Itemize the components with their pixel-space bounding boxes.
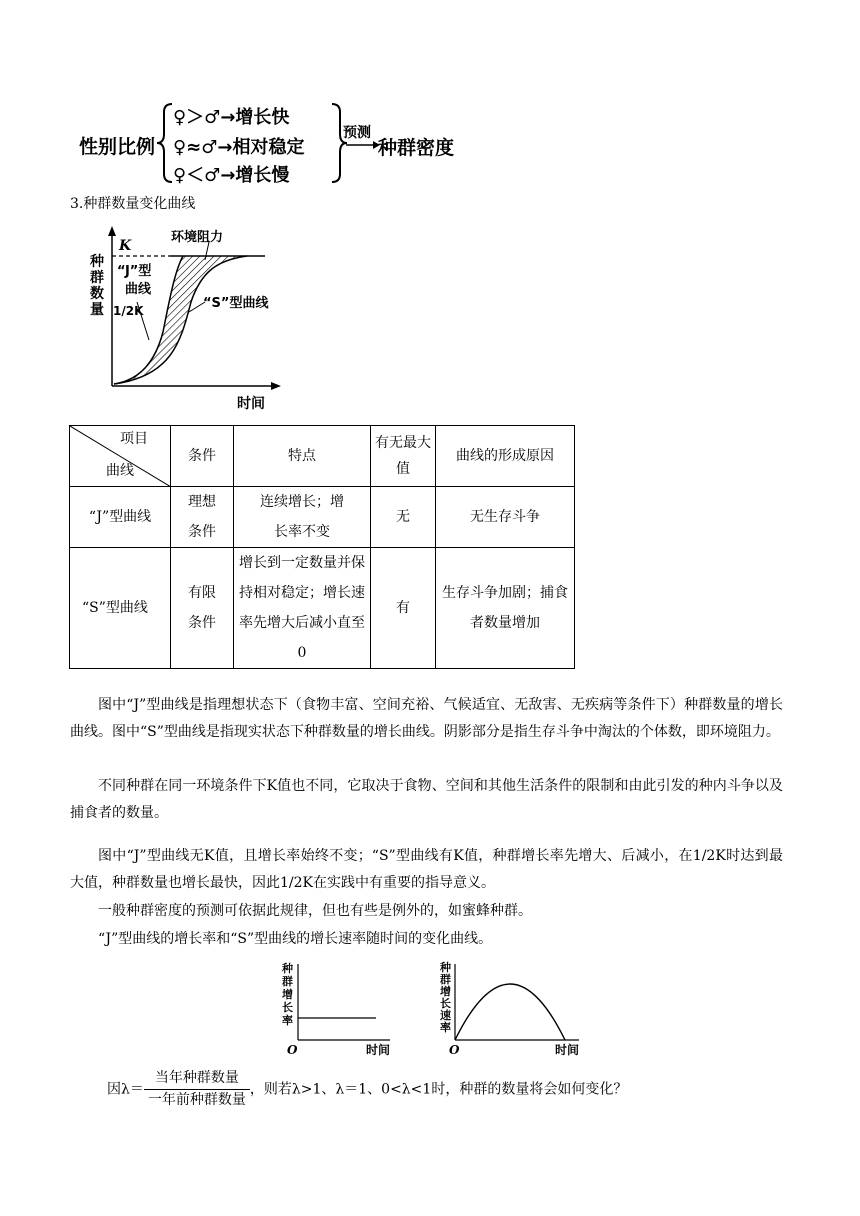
predict-label: 预测 — [343, 125, 371, 141]
row-feature: 连续增长；增长率不变 — [234, 487, 371, 548]
j-curve-label-2: 曲线 — [125, 282, 152, 297]
growth-rate-ylabel: 种群增长率 — [282, 962, 293, 1027]
row-max: 无 — [371, 487, 436, 548]
y-axis-label: 种群数量 — [90, 254, 104, 318]
row-condition: 理想条件 — [171, 487, 234, 548]
row-max: 有 — [371, 548, 436, 669]
lambda-fraction — [144, 1068, 250, 1111]
growth-speed-ylabel: 种群增长速率 — [440, 961, 451, 1034]
row-feature: 增长到一定数量并保持相对稳定；增长速率先增大后减小直至0 — [234, 548, 371, 669]
fraction-numerator: 当年种群数量 — [144, 1068, 250, 1090]
sex-ratio-label: 性别比例 — [79, 136, 156, 158]
j-curve-label-1: “J”型 — [117, 264, 152, 279]
arrow-icon: → — [220, 107, 236, 128]
header-feature: 特点 — [234, 426, 371, 487]
origin-label: O — [449, 1043, 460, 1057]
sex-symbol: ♀＜♂ — [173, 165, 221, 186]
table-row — [70, 548, 575, 669]
row-reason: 无生存斗争 — [436, 487, 575, 548]
arrow-icon: → — [220, 165, 236, 186]
curve-comparison-table — [69, 425, 575, 669]
x-axis-arrow-icon — [271, 382, 281, 390]
fraction-denominator: 一年前种群数量 — [147, 1092, 246, 1108]
header-max: 有无最大值 — [371, 426, 436, 487]
sex-symbol: ♀≈♂ — [173, 137, 218, 158]
row-curve: “S”型曲线 — [70, 548, 171, 669]
paragraph: “J”型曲线的增长率和“S”型曲线的增长速率随时间的变化曲线。 — [98, 931, 493, 947]
x-axis-label: 时间 — [555, 1043, 580, 1057]
paragraph: 图中“J”型曲线是指理想状态下（食物丰富、空间充裕、气候适宜、无敌害、无疾病等条件下）种群数量的增长曲线。图中“S”型曲线是指现实状态下种群数量的增长曲线。阴影部分是指生存斗争中淘汰的个体数，即环境阻力。 — [70, 697, 783, 740]
row-condition: 有限条件 — [171, 548, 234, 669]
arrow-icon: → — [217, 137, 233, 158]
sex-result: 增长快 — [235, 107, 290, 128]
x-axis-label: 时间 — [237, 396, 265, 412]
growth-rate-chart — [278, 960, 398, 1060]
paragraph: 一般种群密度的预测可依据此规律，但也有些是例外的，如蜜蜂种群。 — [98, 903, 532, 919]
header-condition: 条件 — [171, 426, 234, 487]
header-item: 项目 — [120, 431, 148, 447]
question-prefix: 因λ＝ — [107, 1081, 144, 1098]
sex-symbol: ♀＞♂ — [173, 107, 221, 128]
header-curve: 曲线 — [106, 463, 134, 479]
growth-speed-chart — [437, 960, 587, 1060]
target-label: 种群密度 — [378, 137, 455, 159]
sex-result: 增长慢 — [235, 165, 290, 186]
resistance-label: 环境阻力 — [171, 230, 224, 245]
header-reason: 曲线的形成原因 — [436, 426, 575, 487]
predict-arrow-icon — [346, 140, 380, 150]
row-curve: “J”型曲线 — [70, 487, 171, 548]
row-reason: 生存斗争加剧；捕食者数量增加 — [436, 548, 575, 669]
sex-ratio-row-2 — [173, 133, 305, 159]
paragraph: 图中“J”型曲线无K值，且增长率始终不变；“S”型曲线有K值，种群增长率先增大、后减小，在1/2K时达到最大值，种群数量也增长最快，因此1/2K在实践中有重要的指导意义。 — [70, 848, 783, 891]
lambda-question — [107, 1068, 627, 1111]
table-header-row — [70, 426, 575, 487]
s-curve-label: “S”型曲线 — [203, 296, 269, 311]
growth-curve-chart — [85, 222, 295, 412]
k-label: K — [119, 238, 132, 254]
paragraph: 不同种群在同一环境条件下K值也不同，它取决于食物、空间和其他生活条件的限制和由此引发的种内斗争以及捕食者的数量。 — [70, 778, 783, 821]
table-corner-cell — [70, 426, 171, 487]
question-suffix: ，则若λ>1、λ＝1、0<λ<1时，种群的数量将会如何变化？ — [249, 1081, 628, 1098]
sex-ratio-row-1 — [173, 103, 289, 129]
growth-speed-curve — [455, 984, 565, 1040]
sex-ratio-row-3 — [173, 161, 289, 187]
section-title: 3.种群数量变化曲线 — [70, 196, 196, 212]
y-axis-arrow-icon — [108, 226, 116, 236]
half-k-label: 1/2K — [113, 304, 144, 318]
table-row — [70, 487, 575, 548]
x-axis-label: 时间 — [366, 1043, 391, 1057]
sex-result: 相对稳定 — [232, 137, 305, 158]
origin-label: O — [287, 1043, 298, 1057]
